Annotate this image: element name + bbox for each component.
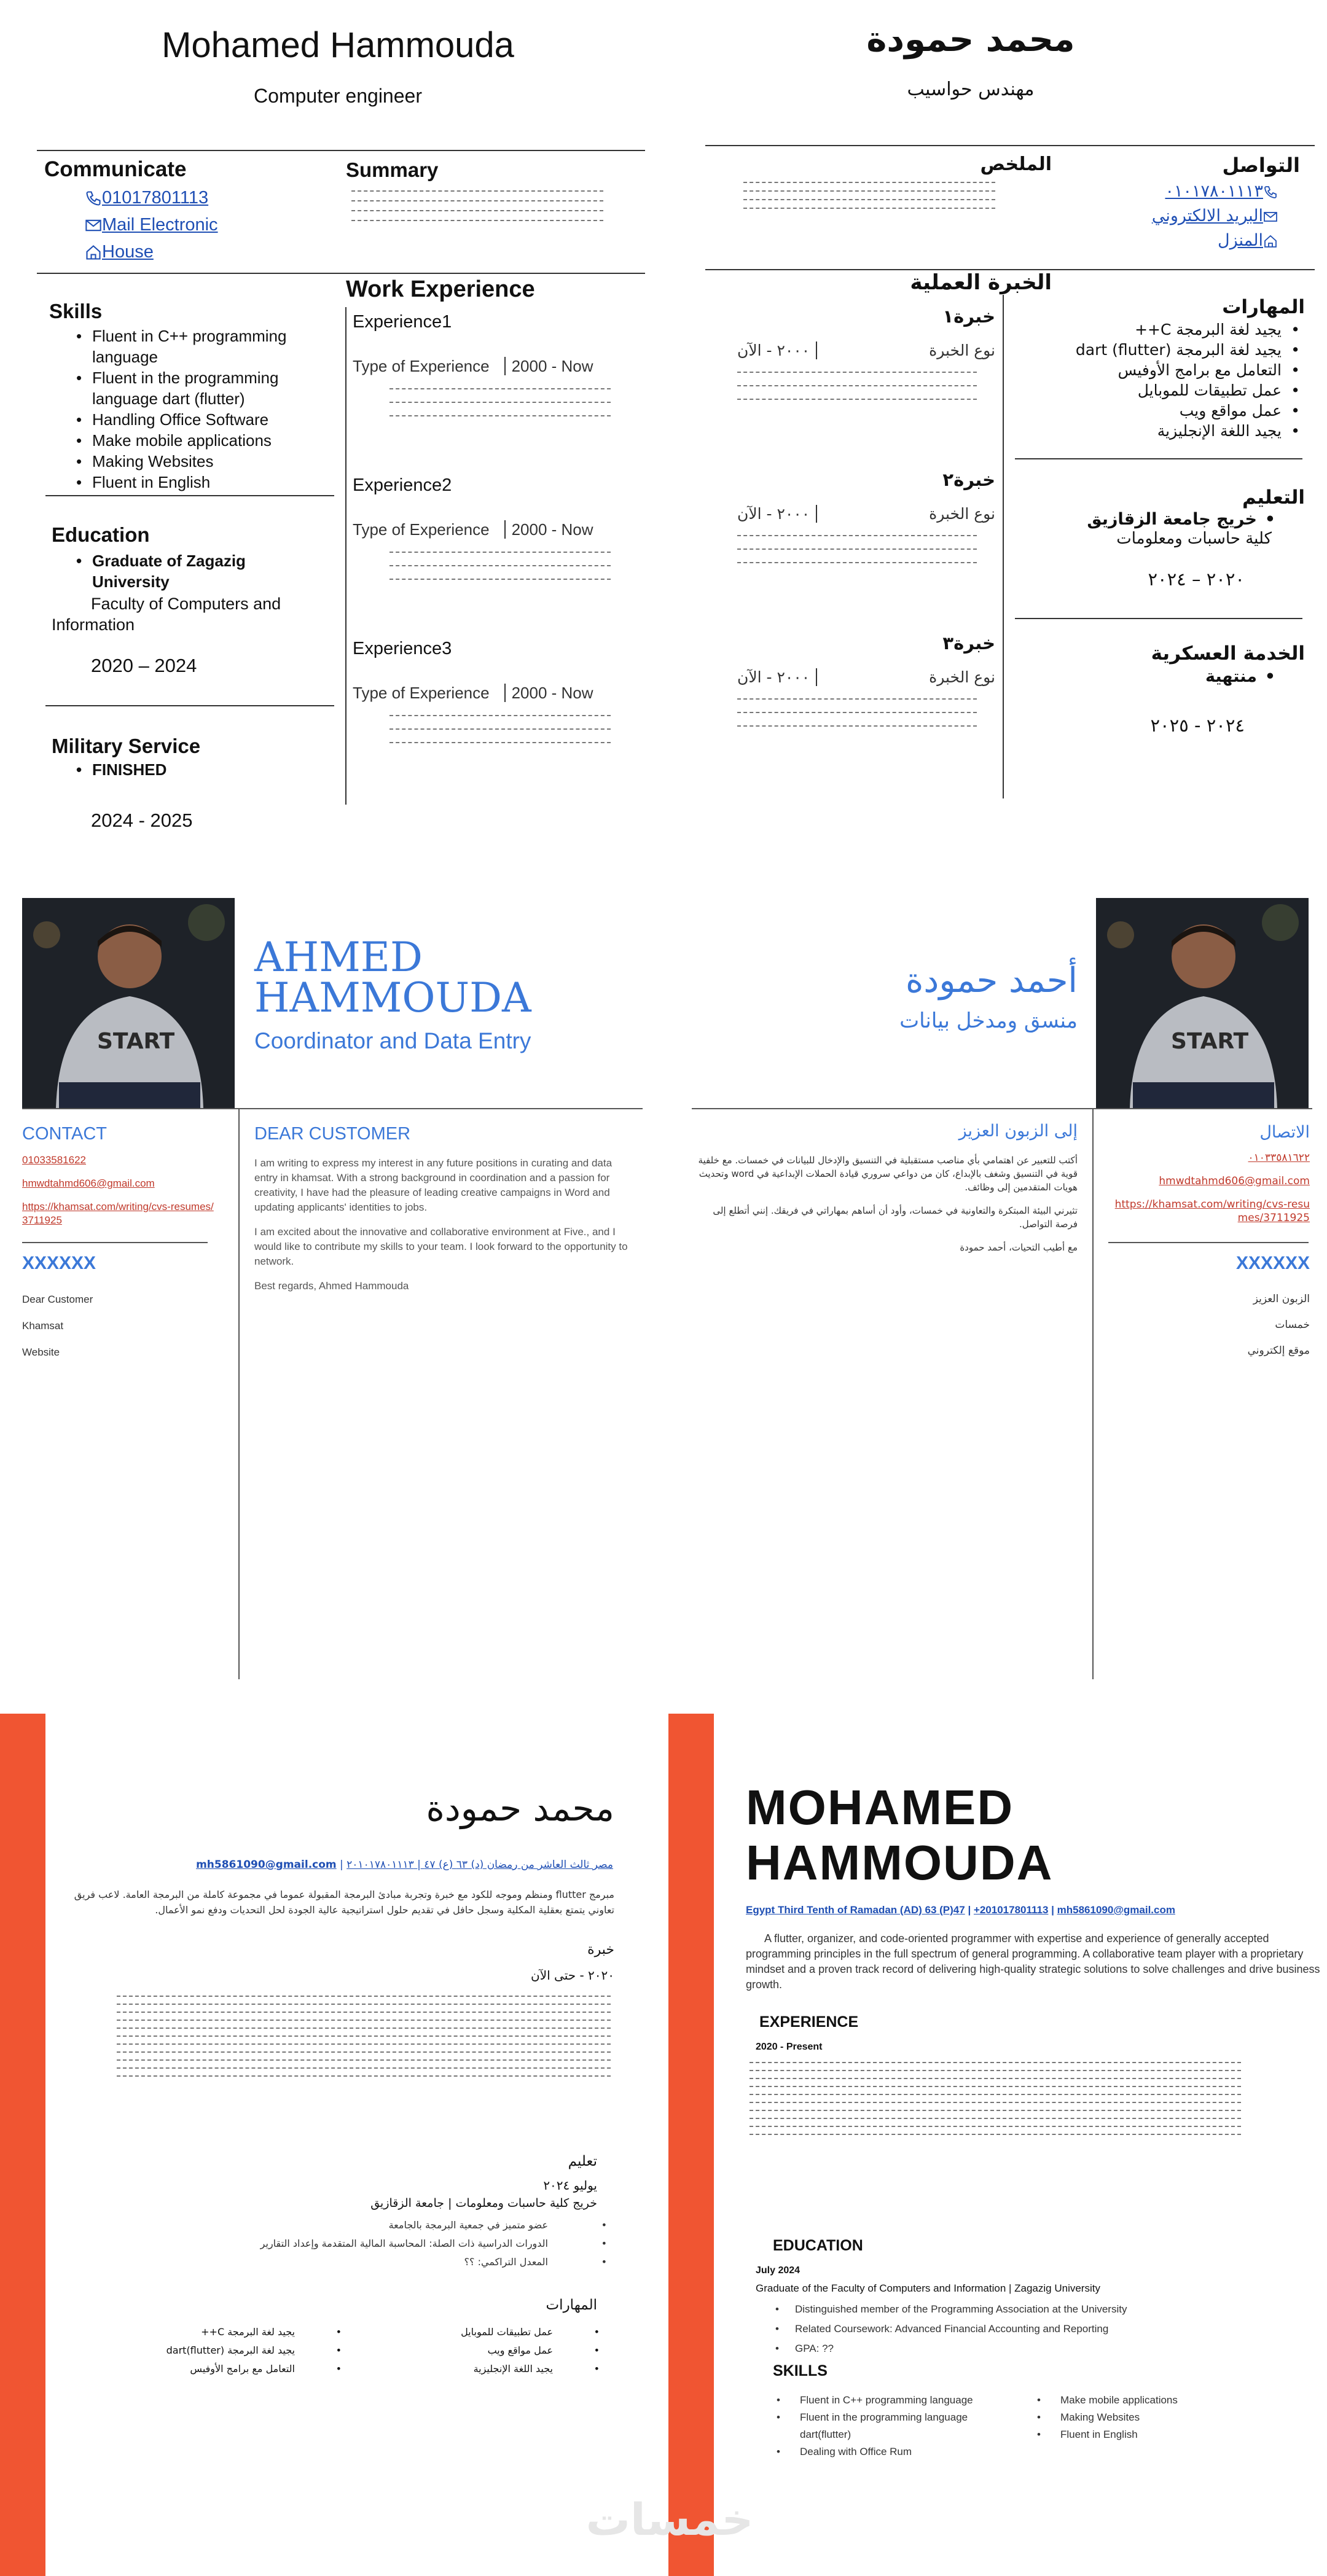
list-item: • FINISHED <box>74 760 166 779</box>
education-faculty: Faculty of Computers and Information <box>52 595 281 634</box>
letter-body: I am writing to express my interest in any future positions in curating and data entry in khamsat. With a strong background in coordination and a passion for creativity, I have had the pleasure of leading creative campaigns in Word and updating applicants' identities to jobs. I am excited about the innovative and collaborative environment at Five., and I would like to contribute my skills to your team. I look forward to the opportunity to network. Best regards, Ahmed Hammouda <box>254 1157 628 1292</box>
list-item: • Graduate of Zagazig University <box>74 550 258 592</box>
email-link[interactable]: mh5861090@gmail.com <box>1057 1904 1175 1916</box>
cv-title: مهندس حواسيب <box>907 79 1035 100</box>
list-item: • عمل مواقع ويب <box>424 2341 602 2360</box>
letter-name: AHMED HAMMOUDA <box>254 934 531 1021</box>
divider <box>22 1242 208 1243</box>
skills-heading: المهارات <box>546 2297 597 2313</box>
experience-item: Experience2 Type of Experience 2000 - Now <box>353 475 623 588</box>
skills-list <box>1044 319 1302 441</box>
contact-heading: الاتصال <box>1259 1123 1310 1142</box>
experience-placeholder <box>750 2055 1241 2142</box>
letter-greeting: إلى الزبون العزيز <box>958 1122 1078 1141</box>
profile-photo <box>22 898 235 1108</box>
divider <box>1015 458 1302 459</box>
home-icon <box>85 242 102 262</box>
divider <box>1108 1242 1309 1243</box>
list-item: • Fluent in English <box>74 472 307 493</box>
list-item: • يجيد لغة البرمجة C++ <box>1044 319 1302 340</box>
letter-body: أكتب للتعبير عن اهتمامي بأي مناصب مستقبلية في التنسيق والإدخال للبيانات في خمسات. مع خلفية قوية في التنسيق وشغف بالإبداع، كان من دواعي سروري قيادة الحملات الإبداعية في word وتحديث هويات المتقدمين إلى وظائف. تثيرني البيئة المبتكرة والتعاونية في خمسات، وأود أن أساهم بمهاراتي في فريقك. إنني أتطلع إلى فرصة التواصل. مع أطيب التحيات، أحمد حمودة <box>698 1155 1078 1253</box>
divider <box>37 273 645 274</box>
contact-line: Egypt Third Tenth of Ramadan (AD) 63 (P)47 | +201017801113 | mh5861090@gmail.com <box>746 1904 1175 1916</box>
list-item: • Fluent in English <box>1035 2426 1219 2443</box>
list-item: • يجيد لغة البرمجة dart (flutter) <box>1044 340 1302 360</box>
resume-arabic <box>0 1714 664 2576</box>
list-item: • الدورات الدراسية ذات الصلة: المحاسبة المالية المتقدمة وإعداد التقارير <box>143 2234 609 2253</box>
list-item: • Handling Office Software <box>74 409 307 430</box>
summary-placeholder <box>743 174 995 216</box>
divider <box>45 495 334 496</box>
experience-heading: EXPERIENCE <box>759 2013 859 2031</box>
list-item: • منتهية <box>1205 667 1278 686</box>
skills-list <box>74 326 307 493</box>
list-item: • يجيد لغة البرمجة C++ <box>160 2323 344 2341</box>
skills-heading: المهارات <box>1222 296 1305 318</box>
phone-link[interactable]: ٠١٠١٧٨٠١١١٣ <box>1081 179 1278 204</box>
list-item: • المعدل التراكمي: ؟؟ <box>143 2253 609 2271</box>
recipient-details: Dear Customer Khamsat Website <box>22 1294 93 1358</box>
recipient-heading: XXXXXX <box>1235 1253 1310 1273</box>
email-link[interactable]: البريد الالكتروني <box>1081 204 1278 228</box>
skills-list <box>424 2323 602 2378</box>
education-points <box>143 2216 609 2271</box>
experience-item: خبرة٣ نوع الخبرة ٢٠٠٠ - الآن <box>737 633 995 735</box>
recipient-details: الزبون العزيز خمسات موقع إلكتروني <box>1247 1293 1310 1357</box>
letter-name: أحمد حمودة <box>906 961 1078 1001</box>
experience-item: Experience3 Type of Experience 2000 - Now <box>353 639 623 752</box>
communicate-heading: Communicate <box>44 157 187 181</box>
phone-link[interactable]: +201017801113 <box>973 1904 1049 1916</box>
divider <box>705 145 1315 146</box>
list-item: • التعامل مع برامج الأوفيس <box>1044 360 1302 380</box>
experience-heading: خبرة <box>587 1942 614 1957</box>
email-link[interactable]: mh5861090@gmail.com <box>196 1859 337 1871</box>
letter-arabic <box>664 860 1327 1695</box>
education-degree: Graduate of the Faculty of Computers and Information | Zagazig University <box>756 2282 1100 2294</box>
resume-english <box>664 1714 1327 2576</box>
experience-item: Experience1 Type of Experience 2000 - Now <box>353 312 623 425</box>
list-item: • Making Websites <box>74 451 307 472</box>
education-points <box>773 2300 1295 2359</box>
education-heading: تعليم <box>568 2153 597 2169</box>
skills-list <box>160 2323 344 2378</box>
website-link[interactable]: https://khamsat.com/writing/cvs-resumes/3711925 <box>22 1201 214 1226</box>
phone-icon <box>85 188 102 208</box>
experience-item: خبرة٢ نوع الخبرة ٢٠٠٠ - الآن <box>737 469 995 572</box>
list-item: • Making Websites <box>1035 2409 1219 2426</box>
address-link[interactable]: مصر ثالث العاشر من رمضان (د) ٦٣ (ع) ٤٧ | ٢٠١٠١٧٨٠١١١٣ <box>346 1859 613 1871</box>
list-item: • Fluent in C++ programming language <box>74 326 307 367</box>
list-item: • Fluent in the programming language dart(flutter) <box>774 2409 983 2443</box>
letter-role: Coordinator and Data Entry <box>254 1028 531 1053</box>
divider <box>22 1108 643 1109</box>
mail-icon <box>1263 206 1278 225</box>
education-list <box>74 550 258 592</box>
list-item: • عضو متميز في جمعية البرمجة بالجامعة <box>143 2216 609 2234</box>
column-divider <box>345 307 346 805</box>
divider <box>1015 618 1302 619</box>
svg-text:START: START <box>97 1029 175 1054</box>
column-divider <box>238 1108 240 1679</box>
contact-heading: التواصل <box>1222 154 1300 177</box>
contact-line: مصر ثالث العاشر من رمضان (د) ٦٣ (ع) ٤٧ | ٢٠١٠١٧٨٠١١١٣ | mh5861090@gmail.com <box>196 1859 613 1871</box>
list-item: • Fluent in C++ programming language <box>774 2392 983 2409</box>
resume-summary: مبرمج flutter ومنظم وموجه للكود مع خبرة وتجربة مبادئ البرمجة المقبولة عموما في مجموعة كاملة من البرمجة العامة. لاعب فريق تعاوني يتمتع بعقلية المكلية وسجل حافل في تقديم حلول استراتيجية عالية الجودة لحل التحديات ودفع نمو الأعمال. <box>74 1889 614 1916</box>
address-link[interactable]: Egypt Third Tenth of Ramadan (AD) 63 (P)47 <box>746 1904 965 1916</box>
military-heading: Military Service <box>52 735 201 757</box>
house-link[interactable]: المنزل <box>1081 228 1278 253</box>
summary-heading: الملخص <box>980 154 1052 175</box>
list-item: • Make mobile applications <box>74 430 307 451</box>
education-date: يوليو ٢٠٢٤ <box>543 2178 597 2193</box>
summary-heading: Summary <box>346 158 439 181</box>
education-list <box>1087 510 1278 529</box>
military-years: 2024 - 2025 <box>91 810 193 831</box>
list-item: • Make mobile applications <box>1035 2392 1219 2409</box>
resume-name: محمد حمودة <box>426 1787 614 1829</box>
cv-name: Mohamed Hammouda <box>162 25 514 65</box>
list-item: • Related Coursework: Advanced Financial Accounting and Reporting <box>773 2319 1295 2339</box>
military-years: ٢٠٢٤ - ٢٠٢٥ <box>1150 715 1245 736</box>
list-item: • Dealing with Office Rum <box>774 2443 983 2461</box>
list-item: • عمل مواقع ويب <box>1044 400 1302 421</box>
list-item: • يجيد لغة البرمجة dart(flutter) <box>160 2341 344 2360</box>
email-link[interactable]: hmwdtahmd606@gmail.com <box>1159 1175 1310 1187</box>
divider <box>37 150 645 151</box>
education-years: ٢٠٢٠ – ٢٠٢٤ <box>1148 569 1245 590</box>
experience-period: ٢٠٢٠ - حتى الآن <box>531 1968 614 1983</box>
education-years: 2020 – 2024 <box>91 655 197 676</box>
watermark: خمسات <box>585 2494 754 2545</box>
work-heading: Work Experience <box>346 276 535 302</box>
mail-icon <box>85 215 102 235</box>
cv-name: محمد حمودة <box>866 20 1075 60</box>
list-item: • يجيد اللغة الإنجليزية <box>1044 421 1302 441</box>
military-list <box>1205 667 1278 686</box>
cv-arabic <box>664 0 1327 848</box>
experience-period: 2020 - Present <box>756 2042 823 2052</box>
email-link[interactable]: Mail Electronic <box>85 211 218 238</box>
email-link[interactable]: hmwdtahmd606@gmail.com <box>22 1177 155 1189</box>
skills-heading: Skills <box>49 300 103 322</box>
education-heading: Education <box>52 523 150 546</box>
letter-greeting: DEAR CUSTOMER <box>254 1124 411 1144</box>
home-icon <box>1263 231 1278 250</box>
contact-heading: CONTACT <box>22 1124 108 1144</box>
summary-placeholder <box>351 182 603 230</box>
resume-name: MOHAMED HAMMOUDA <box>746 1780 1054 1890</box>
profile-photo <box>1096 898 1309 1108</box>
education-heading: التعليم <box>1242 486 1305 509</box>
accent-bar <box>668 1714 714 2576</box>
accent-bar <box>0 1714 45 2576</box>
experience-item: خبرة١ نوع الخبرة ٢٠٠٠ - الآن <box>737 306 995 408</box>
education-heading: EDUCATION <box>773 2237 863 2254</box>
list-item: • خريج جامعة الزقازيق <box>1087 510 1278 529</box>
resume-summary: A flutter, organizer, and code-oriented programmer with expertise and experience of generally accepted programming principles in the full spectrum of general programming. A collaborative team player with a proprietary mindset and a proven track record of delivering high-quality strategic solutions to solve challenges and drive business growth. <box>746 1932 1320 1991</box>
column-divider <box>1092 1108 1094 1679</box>
skills-heading: SKILLS <box>773 2362 828 2379</box>
letter-role: منسق ومدخل بيانات <box>899 1009 1078 1033</box>
list-item: • عمل تطبيقات للموبايل <box>1044 380 1302 400</box>
education-faculty: كلية حاسبات ومعلومات <box>1116 529 1272 548</box>
cv-english <box>0 0 664 848</box>
cv-title: Computer engineer <box>254 85 422 107</box>
svg-text:START: START <box>1171 1029 1249 1054</box>
skills-list <box>774 2392 983 2461</box>
house-link[interactable]: House <box>85 238 218 265</box>
list-item: • التعامل مع برامج الأوفيس <box>160 2360 344 2378</box>
education-degree: خريج كلية حاسبات ومعلومات | جامعة الزقازيق <box>370 2196 597 2210</box>
list-item: • Fluent in the programming language dart (flutter) <box>74 367 307 409</box>
experience-placeholder <box>117 1989 611 2083</box>
list-item: • Distinguished member of the Programming Association at the University <box>773 2300 1295 2319</box>
military-list <box>74 760 166 779</box>
list-item: • عمل تطبيقات للموبايل <box>424 2323 602 2341</box>
education-date: July 2024 <box>756 2265 801 2276</box>
phone-link[interactable]: ٠١٠٣٣٥٨١٦٢٢ <box>1248 1152 1310 1164</box>
website-link[interactable]: https://khamsat.com/writing/cvs-resumes/3711925 <box>1114 1198 1310 1224</box>
column-divider <box>1003 295 1004 798</box>
skills-list <box>1035 2392 1219 2443</box>
divider <box>692 1108 1312 1109</box>
work-heading: الخبرة العملية <box>910 270 1052 295</box>
list-item: • يجيد اللغة الإنجليزية <box>424 2360 602 2378</box>
recipient-heading: XXXXXX <box>22 1253 96 1273</box>
list-item: • GPA: ?? <box>773 2339 1295 2359</box>
military-heading: الخدمة العسكرية <box>1151 642 1305 665</box>
phone-icon <box>1263 182 1278 201</box>
phone-link[interactable]: 01033581622 <box>22 1154 87 1166</box>
phone-link[interactable]: 01017801113 <box>85 184 218 211</box>
letter-english <box>0 860 664 1695</box>
divider <box>45 705 334 706</box>
